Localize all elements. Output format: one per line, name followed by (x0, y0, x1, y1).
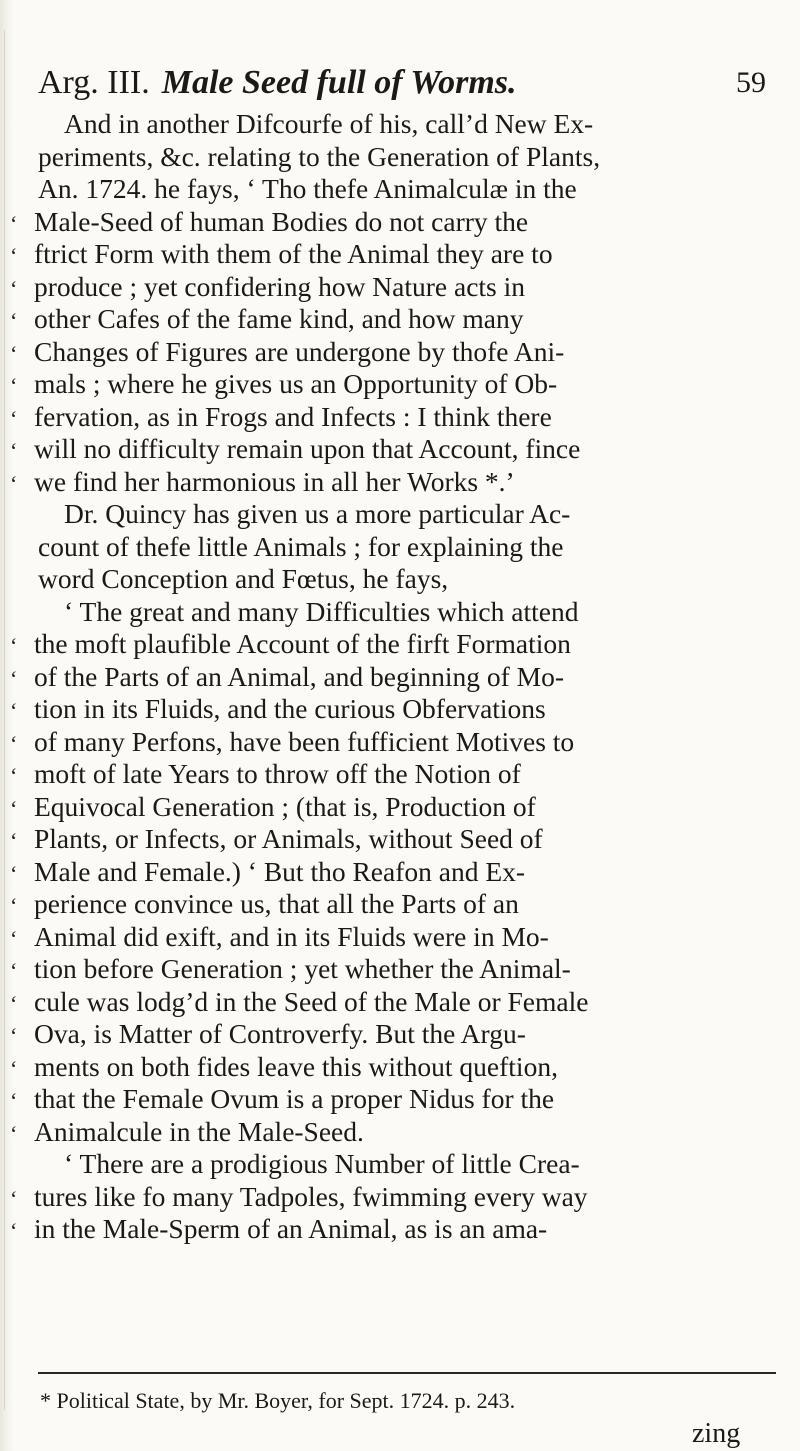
quote-mark: ‘ (10, 730, 18, 756)
running-head (38, 64, 776, 108)
line-text: Animalcule in the Male-Seed. (34, 1115, 364, 1147)
line-text: Ova, is Matter of Controverfy. But the Argu- (34, 1018, 526, 1049)
text-line (10, 856, 525, 888)
text-line (10, 433, 580, 465)
text-line (10, 1181, 588, 1213)
text-line (10, 206, 528, 238)
text-line (10, 1083, 554, 1115)
quote-mark: ‘ (10, 1023, 18, 1048)
line-text: Male and Female.) ‘ But tho Reafon and Ex- (34, 855, 526, 887)
line-text: perience convince us, that all the Parts of an (34, 888, 519, 919)
quote-mark: ‘ (10, 308, 18, 333)
line-text: ments on both fides leave this without queftion, (34, 1050, 558, 1082)
quote-mark: ‘ (10, 893, 18, 918)
line-text: we find her harmonious in all her Works *.’ (34, 465, 515, 497)
text-line (10, 726, 574, 758)
quote-mark: ‘ (10, 1185, 18, 1211)
quote-mark: ‘ (10, 438, 18, 463)
quote-mark: ‘ (10, 828, 18, 853)
quote-mark: ‘ (10, 340, 18, 366)
quote-mark: ‘ (10, 633, 18, 658)
line-text: the moft plaufible Account of the firft Formation (34, 628, 571, 659)
quote-mark: ‘ (10, 405, 18, 431)
line-text: fervation, as in Frogs and Infects : I think there (34, 400, 552, 432)
text-line (10, 758, 521, 790)
text-line (64, 1148, 580, 1180)
quote-mark: ‘ (10, 1088, 18, 1113)
text-line (10, 368, 557, 400)
line-text: moft of late Years to throw off the Notion of (34, 758, 521, 789)
line-text: tures like fo many Tadpoles, fwimming every way (34, 1180, 588, 1212)
text-line (10, 628, 571, 660)
text-line (10, 953, 571, 985)
text-line (10, 303, 524, 335)
line-text: produce ; yet confidering how Nature acts in (34, 270, 526, 302)
line-text: of the Parts of an Animal, and beginning of Mo- (34, 660, 565, 692)
text-line (10, 661, 564, 693)
running-head-title: Male Seed full of Worms. (161, 64, 517, 101)
argument-label: Arg. III. (38, 64, 150, 101)
line-text: periments, &c. relating to the Generation of Plants, (38, 140, 601, 172)
line-text: ‘ There are a prodigious Number of little Crea- (64, 1148, 580, 1179)
text-line (10, 466, 515, 498)
quote-mark: ‘ (10, 210, 18, 236)
quote-mark: ‘ (10, 243, 18, 268)
line-text: mals ; where he gives us an Opportunity of Ob- (34, 368, 558, 399)
line-text: other Cafes of the fame kind, and how many (34, 303, 524, 334)
footnote-rule (38, 1372, 776, 1374)
line-text: will no difficulty remain upon that Account, fince (34, 433, 581, 464)
line-text: in the Male-Sperm of an Animal, as is an ama- (34, 1213, 548, 1244)
text-line (64, 498, 570, 530)
text-line (38, 173, 577, 205)
line-text: Male-Seed of human Bodies do not carry the (34, 205, 529, 237)
line-text: Plants, or Infects, or Animals, without Seed of (34, 823, 543, 854)
quote-mark: ‘ (10, 860, 18, 886)
line-text: An. 1724. he fays, ‘ Tho thefe Animalculæ in the (38, 173, 577, 204)
line-text: word Conception and Fœtus, he fays, (38, 563, 449, 594)
text-line (10, 693, 546, 725)
text-line (10, 888, 519, 920)
line-text: Animal did exift, and in its Fluids were in Mo- (34, 920, 549, 952)
text-line (38, 563, 448, 595)
text-line (10, 921, 549, 953)
line-text: ftrict Form with them of the Animal they are to (34, 238, 553, 269)
line-text: Equivocal Generation ; (that is, Production of (34, 790, 536, 822)
line-text: ‘ The great and many Difficulties which attend (64, 595, 579, 627)
quote-mark: ‘ (10, 1055, 18, 1081)
text-line (10, 336, 564, 368)
footnote: * Political State, by Mr. Boyer, for Sept. 1724. p. 243. (40, 1388, 516, 1413)
quote-mark: ‘ (10, 275, 18, 301)
line-text: Changes of Figures are undergone by thofe Ani- (34, 335, 565, 367)
text-line (64, 596, 578, 628)
quote-mark: ‘ (10, 373, 18, 398)
running-head-text (38, 64, 517, 102)
text-line (38, 141, 600, 173)
quote-mark: ‘ (10, 1218, 18, 1243)
quote-mark: ‘ (10, 925, 18, 951)
line-text: count of thefe little Animals ; for explaining the (38, 530, 564, 562)
quote-mark: ‘ (10, 698, 18, 723)
text-line (64, 108, 593, 140)
quote-mark: ‘ (10, 763, 18, 788)
line-text: cule was lodg’d in the Seed of the Male or Female (34, 985, 589, 1017)
line-text: Dr. Quincy has given us a more particular Ac- (64, 498, 571, 529)
text-line (10, 1051, 558, 1083)
text-line (10, 791, 536, 823)
line-text: tion in its Fluids, and the curious Obfervations (34, 693, 546, 724)
text-line (10, 823, 543, 855)
quote-mark: ‘ (10, 665, 18, 691)
text-line (10, 271, 525, 303)
text-line (10, 1116, 364, 1148)
text-line (10, 986, 588, 1018)
line-text: of many Perfons, have been fufficient Motives to (34, 725, 575, 757)
quote-mark: ‘ (10, 990, 18, 1016)
page-number: 59 (736, 66, 766, 99)
text-line (10, 401, 552, 433)
quote-mark: ‘ (10, 795, 18, 821)
quote-mark: ‘ (10, 958, 18, 983)
quote-mark: ‘ (10, 470, 18, 496)
text-line (38, 531, 563, 563)
text-line (10, 1018, 526, 1050)
quote-mark: ‘ (10, 1120, 18, 1146)
line-text: tion before Generation ; yet whether the Animal- (34, 953, 571, 984)
line-text: that the Female Ovum is a proper Nidus for the (34, 1083, 555, 1114)
text-line (10, 1213, 547, 1245)
catchword: zing (692, 1418, 741, 1449)
line-text: And in another Difcourfe of his, call’d New Ex- (64, 108, 594, 139)
text-line (10, 238, 553, 270)
